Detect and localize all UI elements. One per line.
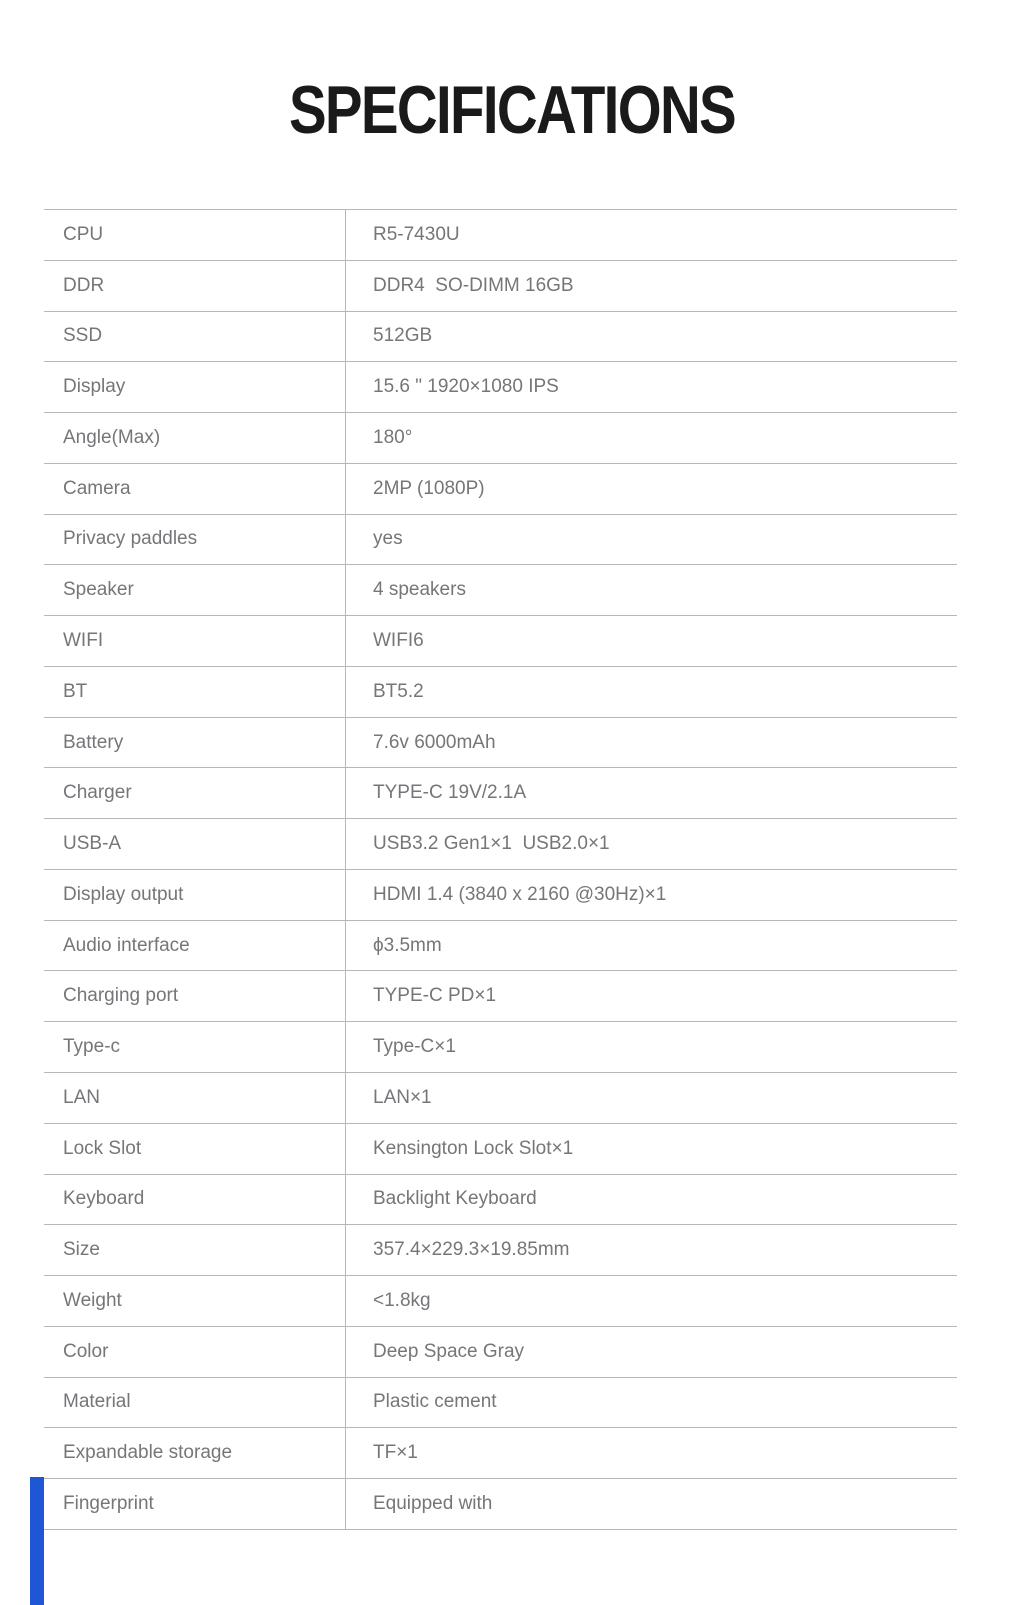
spec-value: yes (345, 515, 957, 565)
spec-table (44, 209, 957, 1530)
spec-label: Keyboard (63, 1188, 145, 1210)
table-row (44, 1022, 957, 1073)
table-row (44, 1175, 957, 1226)
spec-label: Lock Slot (63, 1137, 142, 1159)
table-row (44, 413, 957, 464)
table-row (44, 1073, 957, 1124)
spec-value: 15.6 " 1920×1080 IPS (345, 362, 957, 412)
spec-label: Battery (63, 731, 124, 753)
spec-label: Audio interface (63, 934, 190, 956)
spec-value: Equipped with (345, 1479, 957, 1529)
spec-value: 4 speakers (345, 565, 957, 615)
spec-value: Type-C×1 (345, 1022, 957, 1072)
spec-value: BT5.2 (345, 667, 957, 717)
spec-label: Angle(Max) (63, 426, 161, 448)
table-row (44, 819, 957, 870)
decor-blue-bar (30, 1477, 44, 1605)
spec-value: 357.4×229.3×19.85mm (345, 1225, 957, 1275)
spec-label: Size (63, 1239, 100, 1261)
spec-label: DDR (63, 274, 105, 296)
spec-value: Deep Space Gray (345, 1327, 957, 1377)
spec-value: R5-7430U (345, 210, 957, 260)
table-row (44, 1327, 957, 1378)
table-row (44, 1378, 957, 1429)
spec-label: Display output (63, 883, 184, 905)
table-row (44, 921, 957, 972)
spec-value: <1.8kg (345, 1276, 957, 1326)
spec-label: Type-c (63, 1036, 121, 1058)
spec-value: Plastic cement (345, 1378, 957, 1428)
table-row (44, 667, 957, 718)
table-row (44, 971, 957, 1022)
table-row (44, 1276, 957, 1327)
spec-label: Weight (63, 1289, 122, 1311)
spec-value: 2MP (1080P) (345, 464, 957, 514)
table-row (44, 718, 957, 769)
spec-value: TYPE-C PD×1 (345, 971, 957, 1021)
spec-label: CPU (63, 223, 104, 245)
table-row (44, 515, 957, 566)
spec-value: TYPE-C 19V/2.1A (345, 768, 957, 818)
spec-label: Camera (63, 477, 131, 499)
table-row (44, 1479, 957, 1530)
spec-value: WIFI6 (345, 616, 957, 666)
spec-value: TF×1 (345, 1428, 957, 1478)
table-row (44, 312, 957, 363)
table-row (44, 768, 957, 819)
spec-value: ϕ3.5mm (345, 921, 957, 971)
table-row (44, 362, 957, 413)
spec-value: USB3.2 Gen1×1 USB2.0×1 (345, 819, 957, 869)
spec-label: Fingerprint (63, 1493, 154, 1515)
table-row (44, 210, 957, 261)
spec-value: Backlight Keyboard (345, 1175, 957, 1225)
table-row (44, 1225, 957, 1276)
spec-label: SSD (63, 325, 103, 347)
spec-label: Expandable storage (63, 1442, 233, 1464)
spec-label: Color (63, 1340, 109, 1362)
spec-label: Speaker (63, 579, 134, 601)
table-row (44, 464, 957, 515)
spec-label: WIFI (63, 630, 104, 651)
spec-value: 7.6v 6000mAh (345, 718, 957, 768)
spec-label: LAN (63, 1086, 100, 1108)
table-row (44, 261, 957, 312)
table-row (44, 565, 957, 616)
spec-value: LAN×1 (345, 1073, 957, 1123)
spec-label: BT (63, 680, 88, 702)
spec-value: 512GB (345, 312, 957, 362)
spec-value: 180° (345, 413, 957, 463)
spec-label: Display (63, 376, 126, 398)
spec-label: Charging port (63, 985, 179, 1007)
page-title: SPECIFICATIONS (288, 72, 736, 148)
spec-value: HDMI 1.4 (3840 x 2160 @30Hz)×1 (345, 870, 957, 920)
table-row (44, 870, 957, 921)
spec-label: Privacy paddles (63, 528, 198, 550)
table-row (44, 616, 957, 667)
table-row (44, 1428, 957, 1479)
spec-value: Kensington Lock Slot×1 (345, 1124, 957, 1174)
spec-label: Charger (63, 782, 132, 804)
spec-label: USB-A (63, 833, 122, 855)
spec-value: DDR4 SO-DIMM 16GB (345, 261, 957, 311)
table-row (44, 1124, 957, 1175)
spec-label: Material (63, 1391, 131, 1413)
